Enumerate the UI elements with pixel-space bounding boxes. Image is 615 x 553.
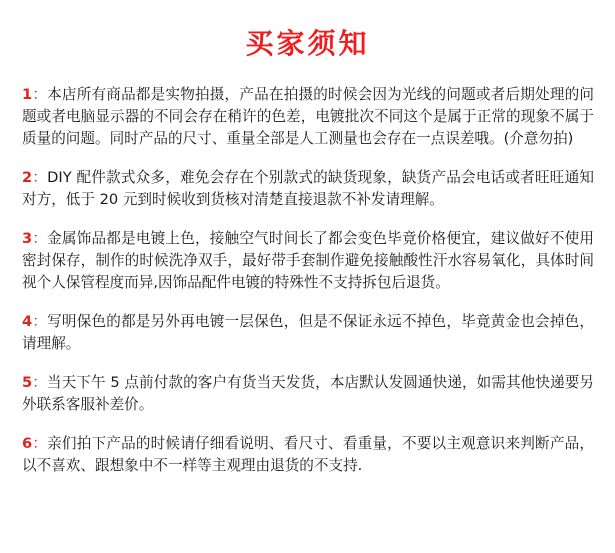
item-separator: ： bbox=[32, 374, 47, 391]
notice-item-4 bbox=[22, 311, 594, 355]
item-text: 写明保色的都是另外再电镀一层保色，但是不保证永远不掉色，毕竟黄金也会掉色，请理解。 bbox=[22, 313, 594, 352]
item-separator: ： bbox=[32, 86, 48, 103]
item-text: 金属饰品都是电镀上色，接触空气时间长了都会变色毕竟价格便宜，建议做好不使用密封保存，制作的时候洗净双手，最好带手套制作避免接触酸性汗水容易氧化，具体时间视个人保管程度而异,因饰品配件电镀的特殊性不支持拆包后退货。 bbox=[22, 230, 594, 291]
item-separator: ： bbox=[32, 169, 48, 186]
notice-list bbox=[22, 84, 594, 494]
notice-item-1 bbox=[22, 84, 594, 150]
item-number: 5 bbox=[22, 374, 33, 391]
notice-item-5 bbox=[22, 372, 594, 416]
notice-item-6 bbox=[22, 433, 594, 477]
page-title: 买家须知 bbox=[245, 27, 370, 60]
notice-item-3 bbox=[22, 228, 594, 294]
item-number: 2 bbox=[22, 169, 33, 186]
item-number: 6 bbox=[22, 435, 33, 452]
item-text: 亲们拍下产品的时候请仔细看说明、看尺寸、看重量，不要以主观意识来判断产品，以不喜欢、跟想象中不一样等主观理由退货的不支持. bbox=[22, 435, 594, 474]
notice-item-2 bbox=[22, 167, 594, 211]
item-number: 3 bbox=[22, 230, 33, 247]
item-number: 4 bbox=[22, 313, 33, 330]
item-number: 1 bbox=[22, 86, 33, 103]
item-separator: ： bbox=[32, 435, 48, 452]
item-separator: ： bbox=[32, 230, 48, 247]
item-text: 本店所有商品都是实物拍摄，产品在拍摄的时候会因为光线的问题或者后期处理的问题或者电脑显示器的不同会存在稍许的色差，电镀批次不同这个是属于正常的现象不属于质量的问题。同时产品的尺寸、重量全部是人工测量也会存在一点误差哦。(介意勿拍) bbox=[22, 86, 594, 147]
item-separator: ： bbox=[32, 313, 48, 330]
item-text: DIY 配件款式众多，难免会存在个别款式的缺货现象，缺货产品会电话或者旺旺通知对方，低于 20 元到时候收到货核对清楚直接退款不补发请理解。 bbox=[22, 169, 594, 208]
item-text: 当天下午 5 点前付款的客户有货当天发货，本店默认发圆通快递，如需其他快递要另外联系客服补差价。 bbox=[22, 374, 594, 413]
